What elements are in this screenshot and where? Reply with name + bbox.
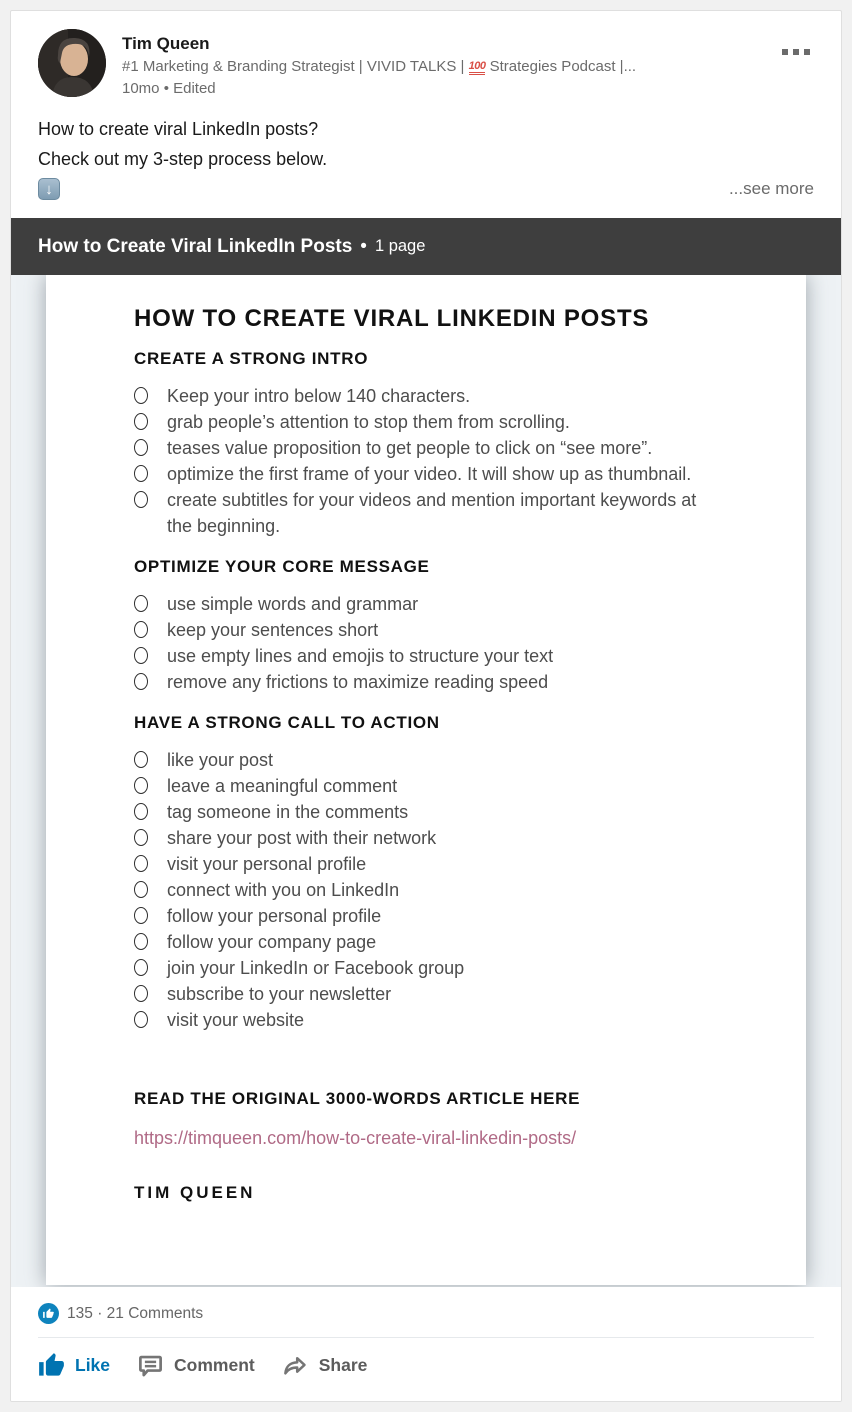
checkbox-circle-icon [134, 881, 148, 898]
thumbs-up-icon [38, 1352, 65, 1379]
checkbox-circle-icon [134, 777, 148, 794]
checklist-item-text: use empty lines and emojis to structure your text [167, 646, 554, 666]
checklist-item [134, 669, 718, 695]
checklist-item-text: connect with you on LinkedIn [167, 880, 400, 900]
post-header [38, 29, 814, 99]
checklist-item-text: keep your sentences short [167, 620, 379, 640]
headline-text-before: #1 Marketing & Branding Strategist | VIVID TALKS | [122, 58, 469, 75]
reactions-summary[interactable] [11, 1287, 841, 1324]
checklist [134, 383, 718, 539]
hundred-emoji: 100 [469, 61, 486, 75]
checklist [134, 747, 718, 1033]
checkbox-circle-icon [134, 439, 148, 456]
author-headline [122, 56, 636, 78]
checklist-item [134, 825, 718, 851]
checklist-item-text: visit your website [167, 1010, 305, 1030]
author-info [122, 29, 636, 99]
share-label: Share [318, 1355, 368, 1375]
document-title-separator: • [360, 235, 367, 257]
doc-heading-main: HOW TO CREATE VIRAL LINKEDIN POSTS [134, 305, 650, 332]
checklist-item-text: join your LinkedIn or Facebook group [167, 958, 465, 978]
checklist-item [134, 643, 718, 669]
checklist-item [134, 747, 718, 773]
checklist-item-text: use simple words and grammar [167, 594, 419, 614]
article-link[interactable]: https://timqueen.com/how-to-create-viral-linkedin-posts/ [134, 1128, 577, 1148]
avatar-portrait [38, 29, 106, 97]
checklist-item-text: tag someone in the comments [167, 802, 409, 822]
post-text-line: How to create viral LinkedIn posts? [38, 119, 319, 139]
doc-footer-heading: READ THE ORIGINAL 3000-WORDS ARTICLE HERE [134, 1089, 581, 1108]
post-text [38, 114, 814, 200]
checklist-item [134, 617, 718, 643]
checkbox-circle-icon [134, 387, 148, 404]
action-bar [11, 1338, 841, 1381]
checklist-item [134, 591, 718, 617]
post-last-row [38, 178, 814, 200]
document-page-count: 1 page [374, 237, 426, 255]
checklist-item-text: remove any frictions to maximize reading speed [167, 672, 549, 692]
checkbox-circle-icon [134, 413, 148, 430]
comment-label: Comment [174, 1355, 255, 1375]
checkbox-circle-icon [134, 959, 148, 976]
checkbox-circle-icon [134, 465, 148, 482]
checkbox-circle-icon [134, 803, 148, 820]
post-timestamp: 10mo • Edited [122, 80, 216, 97]
checkbox-circle-icon [134, 621, 148, 638]
down-arrow-emoji: ↓ [38, 178, 60, 200]
checkbox-circle-icon [134, 1011, 148, 1028]
checkbox-circle-icon [134, 595, 148, 612]
like-reaction-badge-icon [38, 1303, 59, 1324]
checkbox-circle-icon [134, 647, 148, 664]
checklist-item [134, 799, 718, 825]
checklist-item-text: follow your personal profile [167, 906, 382, 926]
linkedin-post-card [10, 10, 842, 1402]
checklist [134, 591, 718, 695]
document-title-bar [11, 218, 841, 275]
avatar[interactable] [38, 29, 106, 97]
document-page [46, 275, 806, 1285]
comment-button[interactable] [137, 1350, 255, 1381]
checkbox-circle-icon [134, 985, 148, 1002]
like-button[interactable] [38, 1350, 110, 1381]
document-title: How to Create Viral LinkedIn Posts [38, 235, 353, 257]
headline-text-after: Strategies Podcast |... [485, 58, 637, 75]
reactions-count: 135 · 21 Comments [67, 1304, 204, 1322]
checklist-item [134, 487, 718, 539]
checklist-item [134, 1007, 718, 1033]
checklist-item [134, 409, 718, 435]
doc-section-heading: OPTIMIZE YOUR CORE MESSAGE [134, 557, 430, 576]
post-text-line: Check out my 3-step process below. [38, 149, 328, 169]
checklist-item [134, 773, 718, 799]
doc-section-heading: HAVE A STRONG CALL TO ACTION [134, 713, 440, 732]
checklist-item-text: share your post with their network [167, 828, 437, 848]
checklist-item-text: Keep your intro below 140 characters. [167, 386, 471, 406]
doc-sections [134, 349, 718, 1033]
checklist-item [134, 383, 718, 409]
checklist-item-text: follow your company page [167, 932, 377, 952]
share-icon [282, 1352, 309, 1379]
checkbox-circle-icon [134, 491, 148, 508]
author-name[interactable]: Tim Queen [122, 34, 210, 53]
overflow-menu-icon[interactable] [778, 45, 814, 59]
like-label: Like [75, 1355, 111, 1375]
document-viewer[interactable] [11, 275, 841, 1287]
checklist-item-text: visit your personal profile [167, 854, 367, 874]
checkbox-circle-icon [134, 907, 148, 924]
checklist-item [134, 903, 718, 929]
checklist-item [134, 435, 718, 461]
checkbox-circle-icon [134, 673, 148, 690]
checklist-item-text: grab people’s attention to stop them from scrolling. [167, 412, 570, 432]
checklist-item-text: create subtitles for your videos and mention important keywords at the beginning. [167, 490, 697, 536]
checklist-item [134, 461, 718, 487]
see-more-link[interactable]: ...see more [728, 179, 814, 198]
checkbox-circle-icon [134, 933, 148, 950]
checklist-item [134, 981, 718, 1007]
comment-icon [137, 1352, 164, 1379]
checklist-item [134, 851, 718, 877]
checklist-item [134, 955, 718, 981]
checkbox-circle-icon [134, 829, 148, 846]
share-button[interactable] [282, 1350, 368, 1381]
checkbox-circle-icon [134, 751, 148, 768]
checklist-item [134, 877, 718, 903]
checklist-item-text: subscribe to your newsletter [167, 984, 392, 1004]
checklist-item-text: optimize the first frame of your video. It will show up as thumbnail. [167, 464, 692, 484]
checkbox-circle-icon [134, 855, 148, 872]
doc-signature: TIM QUEEN [134, 1183, 256, 1202]
checklist-item-text: teases value proposition to get people to click on “see more”. [167, 438, 653, 458]
doc-section-heading: CREATE A STRONG INTRO [134, 349, 369, 368]
checklist-item [134, 929, 718, 955]
checklist-item-text: like your post [167, 750, 274, 770]
checklist-item-text: leave a meaningful comment [167, 776, 398, 796]
social-footer [11, 1287, 841, 1401]
